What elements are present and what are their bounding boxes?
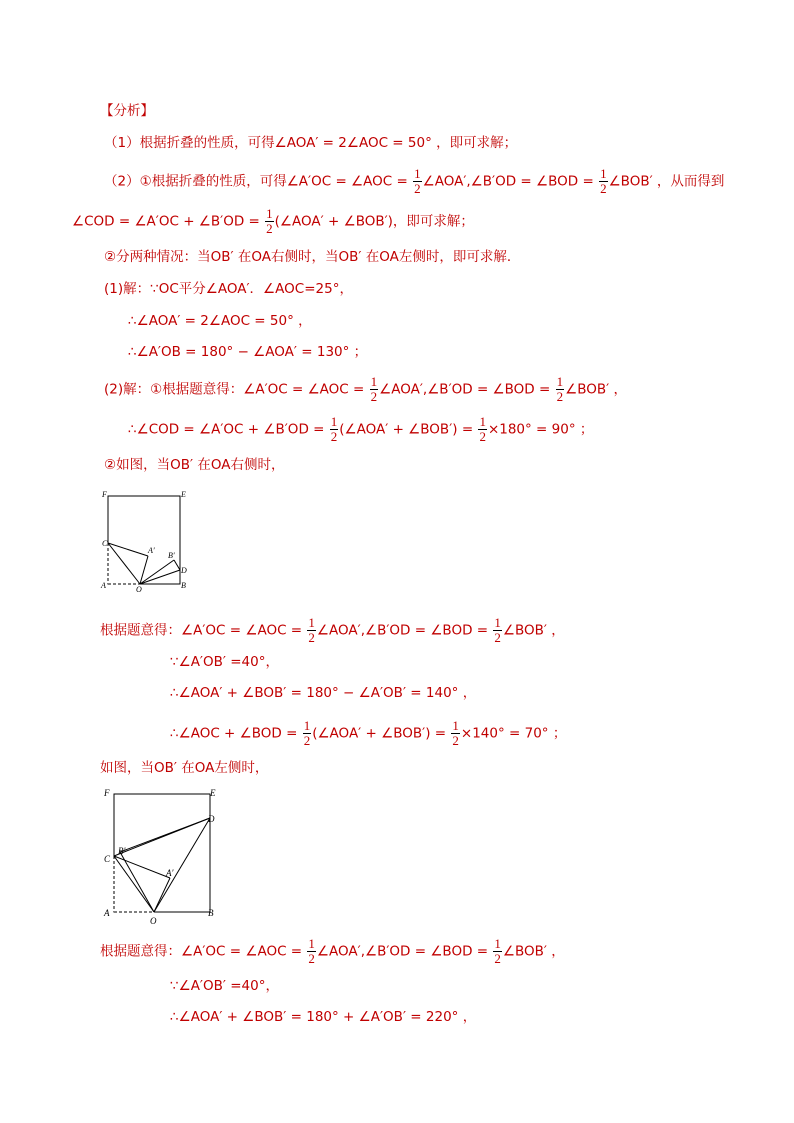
label-O: O [150, 916, 157, 926]
fraction: $\frac{1}{2}$ [494, 936, 501, 966]
figure-left-case [100, 784, 222, 926]
analysis-part2-cases: ②分两种情况：当OB′ 在OA右侧时，当OB′ 在OA左侧时，即可求解． [104, 249, 521, 265]
label-B1: B′ [118, 846, 126, 856]
fraction: $\frac{1}{2}$ [303, 718, 311, 748]
fraction: $\frac{1}{2}$ [556, 374, 564, 404]
label-F: F [102, 490, 107, 499]
segment-ob1 [140, 560, 174, 584]
label-B: B [181, 581, 186, 590]
right-case-line4: ∴∠AOC + ∠BOD = $\frac{1}{2}$ (∠AOA′ + ∠BOB′) = $\frac{1}{2}$ ×140° = 70° ； [170, 718, 567, 748]
fraction: $\frac{1}{2}$ [308, 936, 315, 966]
label-D: D [208, 814, 215, 824]
label-A: A [104, 908, 110, 918]
left-case-line3: ∴∠AOA′ + ∠BOB′ = 180° + ∠A′OB′ = 220° ， [170, 1009, 477, 1025]
label-B1: B′ [168, 551, 175, 560]
left-case-line1: 根据题意得：∠A′OC = ∠AOC = $\frac{1}{2}$ ∠AOA′,∠B′OD = ∠BOD = $\frac{1}{2}$ ∠BOB′ ， [100, 936, 565, 966]
fraction: $\frac{1}{2}$ [452, 718, 459, 748]
solution1-line3: ∴∠A′OB = 180° − ∠AOA′ = 130° ； [128, 344, 368, 360]
fraction: $\frac{1}{2}$ [330, 414, 338, 444]
label-A: A [101, 581, 106, 590]
label-C: C [104, 854, 111, 864]
segment-a1o [154, 878, 170, 912]
fraction: $\frac{1}{2}$ [479, 414, 486, 444]
analysis-part2-line1: （2）①根据折叠的性质，可得∠A′OC = ∠AOC = $\frac{1}{2}$ ∠AOA′,∠B′OD = ∠BOD = $\frac{1}{2}$ ∠BOB′ ，从而得到 [104, 166, 725, 196]
solution1-line1: (1)解：∵OC平分∠AOA′．∠AOC=25°， [104, 281, 353, 297]
analysis-part1: （1）根据折叠的性质，可得∠AOA′ = 2∠AOC = 50° ，即可求解； [104, 135, 518, 151]
label-A1: A′ [148, 546, 155, 555]
solution2-line2: ∴∠COD = ∠A′OC + ∠B′OD = $\frac{1}{2}$ (∠AOA′ + ∠BOB′) = $\frac{1}{2}$ ×180° = 90° ； [128, 414, 594, 444]
analysis-part2-line2: ∠COD = ∠A′OC + ∠B′OD = $\frac{1}{2}$ (∠AOA′ + ∠BOB′)，即可求解； [72, 206, 474, 236]
analysis-heading: 【分析】 [100, 103, 154, 119]
segment-ca1 [108, 543, 148, 556]
label-E: E [181, 490, 186, 499]
fraction: $\frac{1}{2}$ [600, 166, 607, 196]
label-E: E [210, 788, 216, 798]
segment-b1d [174, 560, 180, 570]
fraction: $\frac{1}{2}$ [494, 615, 501, 645]
segment-cd [114, 818, 210, 856]
label-O: O [136, 585, 142, 592]
segment-co [108, 543, 140, 584]
fraction: $\frac{1}{2}$ [266, 206, 273, 236]
segment-co [114, 856, 154, 912]
figure-right-case [98, 488, 194, 592]
segment-od [140, 570, 180, 584]
right-case-line2: ∵∠A′OB′ =40°， [170, 654, 279, 670]
fraction: $\frac{1}{2}$ [370, 374, 378, 404]
solution2-line1: (2)解：①根据题意得：∠A′OC = ∠AOC = $\frac{1}{2}$ ∠AOA′,∠B′OD = ∠BOD = $\frac{1}{2}$ ∠BOB′ ， [104, 374, 627, 404]
right-case-line1: 根据题意得：∠A′OC = ∠AOC = $\frac{1}{2}$ ∠AOA′,∠B′OD = ∠BOD = $\frac{1}{2}$ ∠BOB′ ， [100, 615, 565, 645]
label-F: F [104, 788, 110, 798]
segment-od [154, 818, 210, 912]
label-D: D [181, 566, 187, 575]
label-C: C [102, 539, 108, 548]
case-left-heading: 如图，当OB′ 在OA左侧时， [100, 760, 269, 776]
fraction: $\frac{1}{2}$ [308, 615, 315, 645]
right-case-line3: ∴∠AOA′ + ∠BOB′ = 180° − ∠A′OB′ = 140° ， [170, 685, 477, 701]
segment-ob1 [120, 852, 154, 912]
fraction: $\frac{1}{2}$ [414, 166, 421, 196]
label-B: B [208, 908, 214, 918]
case-right-heading: ②如图，当OB′ 在OA右侧时， [104, 457, 285, 473]
left-case-line2: ∵∠A′OB′ =40°， [170, 978, 279, 994]
label-A1: A′ [166, 868, 174, 878]
solution1-line2: ∴∠AOA′ = 2∠AOC = 50° ， [128, 313, 312, 329]
